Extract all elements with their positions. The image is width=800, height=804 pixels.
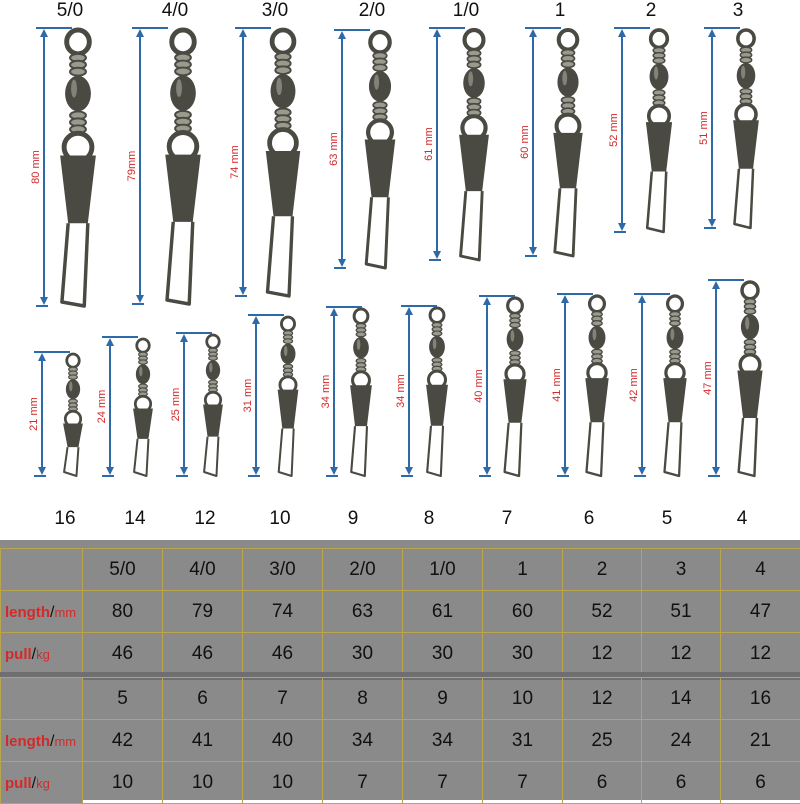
snap-body <box>365 139 396 197</box>
length-cell: 34 <box>403 720 483 762</box>
swivel-bottom-5 <box>393 306 448 529</box>
pull-cell: 10 <box>163 762 243 804</box>
corner-cell <box>1 678 83 720</box>
arrow-head-down <box>483 467 491 475</box>
barrel <box>206 360 220 380</box>
size-cell: 5 <box>83 678 163 720</box>
wire-coil <box>653 58 665 64</box>
snap-body <box>278 390 299 429</box>
barrel <box>650 64 669 90</box>
length-cell: 47 <box>721 591 800 633</box>
wire-coil <box>561 61 574 68</box>
arrow-head-up <box>239 29 247 37</box>
barrel-highlight <box>357 339 361 350</box>
barrel <box>589 326 606 349</box>
top-eye <box>281 317 294 331</box>
size-label: 12 <box>194 508 215 529</box>
snap-wire <box>739 418 757 476</box>
length-cell: 24 <box>642 720 721 762</box>
swivel-bottom-9 <box>700 280 763 529</box>
pull-cell: 6 <box>721 762 800 804</box>
barrel-highlight <box>284 346 287 356</box>
size-cell: 9 <box>403 678 483 720</box>
top-eye <box>668 296 683 312</box>
top-eye <box>559 30 578 50</box>
wire-coil <box>209 356 218 360</box>
length-cell: 42 <box>83 720 163 762</box>
wire-coil <box>432 331 442 336</box>
length-label: length <box>5 733 50 750</box>
dimension-label: 34 mm <box>320 375 332 409</box>
snap-wire <box>134 439 148 476</box>
spec-block-2 <box>0 677 800 804</box>
size-label: 2/0 <box>359 0 385 21</box>
top-eye <box>172 30 194 54</box>
pull-cell: 12 <box>721 633 800 675</box>
pull-label: pull <box>5 775 32 792</box>
wire-coil <box>139 360 148 364</box>
barrel-highlight <box>654 66 658 79</box>
arrow-head-up <box>136 29 144 37</box>
arrow-head-up <box>338 31 346 39</box>
arrow-head-up <box>618 29 626 37</box>
snap-body <box>459 135 489 191</box>
snap-wire <box>64 447 78 476</box>
barrel-highlight <box>176 79 182 97</box>
pull-cell: 6 <box>563 762 642 804</box>
dimension-label: 79mm <box>126 151 138 182</box>
snap-wire <box>734 169 753 228</box>
snap-wire <box>167 222 193 304</box>
pull-cell: 7 <box>403 762 483 804</box>
dimension-label: 52 mm <box>608 113 620 147</box>
wire-coil <box>69 375 78 379</box>
pull-cell: 12 <box>563 633 642 675</box>
arrow-head-up <box>405 307 413 315</box>
swivel-bottom-0 <box>26 352 83 529</box>
label-separator: / <box>32 775 36 792</box>
size-cell: 14 <box>642 678 721 720</box>
barrel <box>353 337 369 359</box>
arrow-head-down <box>40 297 48 305</box>
wire-coil <box>740 57 751 63</box>
barrel-highlight <box>209 363 212 373</box>
pull-row <box>1 633 800 675</box>
pull-cell: 7 <box>483 762 563 804</box>
size-label: 3/0 <box>262 0 288 21</box>
size-cell: 4/0 <box>163 549 243 591</box>
size-cell: 6 <box>163 678 243 720</box>
arrow-head-down <box>708 219 716 227</box>
length-cell: 25 <box>563 720 642 762</box>
size-cell: 3/0 <box>243 549 323 591</box>
arrow-head-up <box>529 29 537 37</box>
length-row-label <box>1 591 83 633</box>
snap-body <box>426 385 448 426</box>
size-cell: 4 <box>721 549 800 591</box>
dimension-label: 21 mm <box>28 397 40 431</box>
arrow-head-down <box>618 223 626 231</box>
dimension-label: 47 mm <box>702 361 714 395</box>
length-cell: 34 <box>323 720 403 762</box>
snap-wire <box>586 422 603 476</box>
swivel-bottom-4 <box>318 307 372 529</box>
top-eye <box>67 30 90 54</box>
size-label: 4 <box>737 508 748 529</box>
pull-unit-label: kg <box>36 776 50 791</box>
pull-cell: 10 <box>243 762 323 804</box>
snap-wire <box>366 197 388 268</box>
arrow-head-down <box>38 467 46 475</box>
snap-body <box>503 379 526 423</box>
dimension-label: 60 mm <box>519 125 531 159</box>
swivel-top-3 <box>326 0 395 268</box>
barrel <box>507 328 524 351</box>
pull-cell: 10 <box>83 762 163 804</box>
wire-coil <box>70 68 86 76</box>
barrel <box>667 326 684 349</box>
barrel-highlight <box>71 80 77 98</box>
dimension-label: 34 mm <box>395 374 407 408</box>
swivel-top-2 <box>227 0 300 296</box>
pull-cell: 7 <box>323 762 403 804</box>
top-eye <box>465 30 484 50</box>
arrow-head-down <box>433 251 441 259</box>
barrel-highlight <box>592 329 596 341</box>
dimension-label: 42 mm <box>628 368 640 402</box>
dimension-label: 25 mm <box>170 388 182 422</box>
swivel-top-0 <box>28 0 96 306</box>
top-eye <box>590 296 605 312</box>
barrel <box>66 379 80 399</box>
pull-cell: 30 <box>323 633 403 675</box>
snap-wire <box>351 426 367 476</box>
pull-cell: 30 <box>403 633 483 675</box>
arrow-head-down <box>239 287 247 295</box>
dimension-label: 51 mm <box>698 111 710 145</box>
size-cell: 3 <box>642 549 721 591</box>
arrow-head-up <box>433 29 441 37</box>
snap-body <box>266 151 300 216</box>
length-cell: 61 <box>403 591 483 633</box>
snap-body <box>133 409 153 439</box>
barrel <box>463 68 485 98</box>
dimension-label: 61 mm <box>423 127 435 161</box>
wire-coil <box>283 339 292 344</box>
snap-wire <box>555 188 576 256</box>
length-cell: 74 <box>243 591 323 633</box>
size-label: 2 <box>646 0 657 21</box>
size-cell: 2/0 <box>323 549 403 591</box>
length-unit-label: mm <box>54 734 76 749</box>
swivel-bottom-7 <box>549 294 609 529</box>
label-separator: / <box>32 646 36 663</box>
size-cell: 12 <box>563 678 642 720</box>
barrel-highlight <box>69 382 72 392</box>
swivel-top-4 <box>421 0 489 260</box>
dimension-label: 40 mm <box>473 369 485 403</box>
pull-cell: 30 <box>483 633 563 675</box>
snap-body <box>646 122 672 171</box>
dimension-label: 24 mm <box>96 390 108 424</box>
size-label: 4/0 <box>162 0 188 21</box>
top-eye <box>370 32 389 52</box>
barrel <box>741 314 759 339</box>
snap-wire <box>279 429 294 476</box>
arrow-head-down <box>330 467 338 475</box>
size-label: 5/0 <box>57 0 83 21</box>
barrel-highlight <box>139 367 142 377</box>
pull-cell: 6 <box>642 762 721 804</box>
size-label: 3 <box>733 0 744 21</box>
arrow-head-up <box>40 29 48 37</box>
arrow-head-up <box>180 334 188 342</box>
barrel-highlight <box>276 78 282 95</box>
arrow-head-up <box>252 316 260 324</box>
arrow-head-up <box>712 281 720 289</box>
dimension-label: 41 mm <box>551 368 563 402</box>
arrow-head-up <box>483 297 491 305</box>
snap-wire <box>427 426 443 476</box>
wire-coil <box>373 64 387 71</box>
barrel <box>136 364 150 384</box>
swivel-bottom-8 <box>626 294 687 529</box>
size-label: 8 <box>424 508 435 529</box>
size-label: 5 <box>662 508 673 529</box>
snap-wire <box>647 172 666 232</box>
snap-wire <box>461 191 483 260</box>
pull-row <box>1 762 800 804</box>
wire-coil <box>744 309 755 315</box>
wire-coil <box>356 332 366 337</box>
arrow-head-down <box>252 467 260 475</box>
length-label: length <box>5 604 50 621</box>
arrow-head-up <box>38 353 46 361</box>
pull-row-label <box>1 762 83 804</box>
wire-coil <box>175 67 191 75</box>
size-cell: 5/0 <box>83 549 163 591</box>
top-eye <box>651 30 668 47</box>
length-cell: 21 <box>721 720 800 762</box>
snap-body <box>60 155 96 223</box>
wire-coil <box>670 321 680 326</box>
size-cell: 10 <box>483 678 563 720</box>
pull-cell: 46 <box>243 633 323 675</box>
length-row <box>1 720 800 762</box>
swivel-top-7 <box>696 0 759 228</box>
snap-wire <box>204 437 218 476</box>
length-cell: 52 <box>563 591 642 633</box>
label-separator: / <box>50 604 54 621</box>
pull-label: pull <box>5 646 32 663</box>
swivel-bottom-2 <box>168 333 223 529</box>
snap-body <box>165 155 200 222</box>
size-row <box>1 678 800 720</box>
dimension-label: 74 mm <box>229 145 241 179</box>
swivel-top-6 <box>606 0 672 232</box>
arrow-head-down <box>136 295 144 303</box>
size-cell: 2 <box>563 549 642 591</box>
top-eye <box>430 308 444 323</box>
arrow-head-up <box>330 308 338 316</box>
barrel <box>369 71 391 102</box>
length-unit-label: mm <box>54 605 76 620</box>
pull-unit-label: kg <box>36 647 50 662</box>
pull-cell: 46 <box>163 633 243 675</box>
size-label: 16 <box>54 508 75 529</box>
barrel <box>271 74 296 108</box>
wire-coil <box>275 66 290 74</box>
size-label: 10 <box>269 508 290 529</box>
length-cell: 31 <box>483 720 563 762</box>
snap-body <box>553 133 582 188</box>
arrow-head-down <box>405 467 413 475</box>
spec-block-1 <box>0 548 800 675</box>
dimension-label: 63 mm <box>328 132 340 166</box>
length-cell: 40 <box>243 720 323 762</box>
snap-body <box>737 370 762 417</box>
size-label: 6 <box>584 508 595 529</box>
barrel-highlight <box>741 66 745 79</box>
dimension-label: 80 mm <box>30 150 42 184</box>
snap-wire <box>505 423 522 476</box>
swivel-top-5 <box>517 0 583 256</box>
swivel-bottom-1 <box>94 337 153 529</box>
pull-cell: 12 <box>642 633 721 675</box>
pull-row-label <box>1 633 83 675</box>
barrel <box>170 75 196 110</box>
length-cell: 80 <box>83 591 163 633</box>
snap-body <box>63 424 83 448</box>
size-label: 1/0 <box>453 0 479 21</box>
size-label: 7 <box>502 508 513 529</box>
swivel-bottom-6 <box>471 296 527 529</box>
snap-body <box>350 385 372 426</box>
snap-body <box>203 405 223 437</box>
size-cell: 1/0 <box>403 549 483 591</box>
size-cell: 7 <box>243 678 323 720</box>
label-separator: / <box>50 733 54 750</box>
dimension-label: 31 mm <box>242 379 254 413</box>
arrow-head-down <box>180 467 188 475</box>
arrow-head-down <box>561 467 569 475</box>
length-row <box>1 591 800 633</box>
length-row-label <box>1 720 83 762</box>
barrel-highlight <box>468 71 473 86</box>
arrow-head-down <box>106 467 114 475</box>
barrel <box>557 67 578 96</box>
snap-wire <box>267 216 292 296</box>
barrel-highlight <box>374 75 379 90</box>
snap-wire <box>664 422 681 476</box>
arrow-head-down <box>712 467 720 475</box>
pull-cell: 46 <box>83 633 163 675</box>
length-cell: 79 <box>163 591 243 633</box>
size-cell: 16 <box>721 678 800 720</box>
arrow-head-up <box>708 29 716 37</box>
wire-coil <box>467 61 480 68</box>
top-eye <box>272 30 294 53</box>
wire-coil <box>592 321 602 326</box>
barrel <box>281 343 296 364</box>
swivel-bottom-3 <box>240 315 298 529</box>
top-eye <box>137 339 150 352</box>
wire-coil <box>510 322 520 327</box>
top-eye <box>207 335 220 348</box>
top-eye <box>738 30 754 47</box>
swivel-top-1 <box>124 0 201 304</box>
arrow-head-up <box>561 295 569 303</box>
top-eye <box>742 282 758 299</box>
snap-body <box>733 120 759 168</box>
barrel <box>65 76 91 112</box>
size-label: 1 <box>555 0 566 21</box>
barrel-highlight <box>562 71 567 86</box>
size-label: 14 <box>124 508 146 529</box>
size-cell: 8 <box>323 678 403 720</box>
barrel-highlight <box>511 330 515 342</box>
barrel-highlight <box>433 338 437 349</box>
length-cell: 51 <box>642 591 721 633</box>
barrel <box>737 63 756 89</box>
barrel-highlight <box>745 317 749 330</box>
length-cell: 41 <box>163 720 243 762</box>
snap-body <box>585 378 608 422</box>
top-eye <box>508 298 523 313</box>
length-cell: 63 <box>323 591 403 633</box>
arrow-head-up <box>638 295 646 303</box>
barrel-highlight <box>670 329 674 341</box>
corner-cell <box>1 549 83 591</box>
snap-body <box>663 378 686 422</box>
top-eye <box>67 354 80 367</box>
size-row <box>1 549 800 591</box>
arrow-head-down <box>529 247 537 255</box>
size-label: 9 <box>348 508 359 529</box>
length-cell: 60 <box>483 591 563 633</box>
arrow-head-down <box>638 467 646 475</box>
size-cell: 1 <box>483 549 563 591</box>
barrel <box>429 336 445 358</box>
arrow-head-down <box>338 259 346 267</box>
snap-wire <box>62 223 88 306</box>
top-eye <box>354 309 368 323</box>
spec-table <box>0 540 800 800</box>
arrow-head-up <box>106 338 114 346</box>
